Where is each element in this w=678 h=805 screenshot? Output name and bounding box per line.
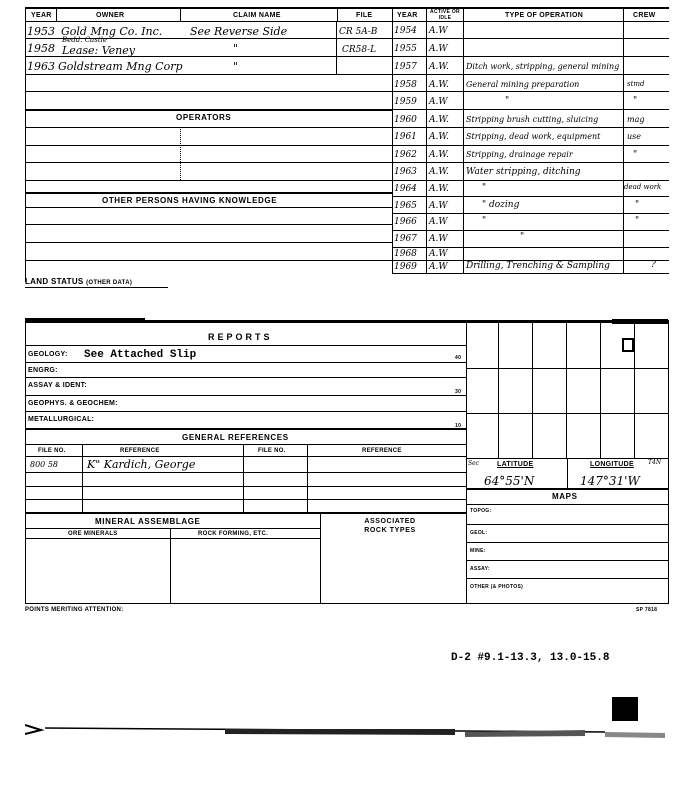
- section-note: Sec: [468, 460, 480, 467]
- report-number: 10: [455, 423, 462, 429]
- geophys-label: GEOPHYS. & GEOCHEM:: [28, 400, 118, 407]
- op-type: ": [482, 216, 487, 226]
- header-type-of-operation: TYPE OF OPERATION: [505, 12, 584, 19]
- owner-name: Goldstream Mng Corp: [58, 60, 183, 73]
- ref-file-no-header-2: FILE NO.: [258, 448, 286, 454]
- reference-stamp: D-2 #9.1-13.3, 13.0-15.8: [451, 652, 610, 664]
- op-type: Stripping, drainage repair: [466, 150, 573, 159]
- op-year: 1955: [394, 44, 417, 54]
- op-type: ": [482, 183, 487, 193]
- op-status: A.W.: [429, 80, 449, 90]
- header-crew: CREW: [633, 12, 656, 19]
- header-year-2: YEAR: [397, 12, 418, 19]
- maps-other-label: OTHER (& PHOTOS): [470, 584, 524, 590]
- op-year: 1965: [394, 201, 417, 211]
- op-year: 1959: [394, 97, 417, 107]
- longitude-note: T4N: [648, 459, 662, 466]
- op-year: 1969: [394, 262, 417, 272]
- scan-artifact-bar: [25, 720, 670, 740]
- other-persons-label: OTHER PERSONS HAVING KNOWLEDGE: [102, 196, 278, 205]
- latitude-value: 64°55'N: [484, 474, 535, 488]
- report-number: 30: [455, 389, 462, 395]
- op-crew: dead work: [624, 183, 662, 191]
- header-file: FILE: [356, 12, 373, 19]
- op-crew: ": [633, 150, 638, 160]
- maps-geol-label: GEOL:: [470, 530, 488, 536]
- header-year: YEAR: [31, 12, 52, 19]
- op-status: A.W: [429, 26, 448, 36]
- op-type: Drilling, Trenching & Sampling: [466, 261, 610, 271]
- owner-note: Bedd. Castle: [62, 36, 108, 44]
- op-type: Water stripping, ditching: [466, 167, 581, 177]
- ore-minerals-header: ORE MINERALS: [68, 531, 118, 537]
- mineral-assemblage-title: MINERAL ASSEMBLAGE: [95, 517, 201, 526]
- assay-label: ASSAY & IDENT:: [28, 382, 88, 389]
- op-status: A.W: [429, 97, 448, 107]
- geology-label: GEOLOGY:: [28, 351, 68, 358]
- op-status: A.W.: [429, 132, 449, 142]
- points-meriting-attention-label: POINTS MERITING ATTENTION:: [25, 607, 124, 613]
- op-type: Stripping, dead work, equipment: [466, 132, 601, 141]
- latitude-label: LATITUDE: [497, 461, 534, 468]
- op-crew: ": [633, 96, 638, 106]
- op-crew: ?: [651, 260, 656, 270]
- land-status-label: LAND STATUS (OTHER DATA): [25, 277, 133, 286]
- op-status: A.W: [429, 201, 448, 211]
- operators-label: OPERATORS: [176, 113, 232, 122]
- maps-topog-label: TOPOG:: [470, 508, 492, 514]
- op-type: Stripping brush cutting, sluicing: [466, 115, 599, 124]
- op-type: General mining preparation: [466, 80, 580, 89]
- file-number: CR58-L: [342, 45, 377, 55]
- ref-reference-entry: K" Kardich, George: [87, 458, 196, 471]
- maps-title: MAPS: [552, 492, 578, 501]
- longitude-label: LONGITUDE: [590, 461, 634, 468]
- op-year: 1962: [394, 150, 417, 160]
- ref-file-no-header: FILE NO.: [38, 448, 66, 454]
- owner-year: 1958: [27, 42, 55, 55]
- report-number: 40: [455, 355, 462, 361]
- op-status: A.W: [429, 217, 448, 227]
- file-number: CR 5A-B: [339, 27, 378, 37]
- op-status: A.W: [429, 234, 448, 244]
- op-year: 1966: [394, 217, 417, 227]
- op-crew: mag: [627, 115, 645, 124]
- op-year: 1967: [394, 234, 417, 244]
- op-status: A.W.: [429, 115, 449, 125]
- op-type: ": [520, 232, 525, 242]
- header-owner: OWNER: [96, 12, 125, 19]
- claim-name: ": [233, 42, 239, 55]
- op-year: 1954: [394, 26, 417, 36]
- form-number: SP 7818: [636, 607, 658, 613]
- geology-value: See Attached Slip: [84, 349, 197, 361]
- op-year: 1968: [394, 249, 417, 259]
- op-crew: use: [627, 132, 641, 141]
- op-status: A.W.: [429, 150, 449, 160]
- op-status: A.W: [429, 249, 448, 259]
- op-status: A.W.: [429, 184, 449, 194]
- ref-reference-header: REFERENCE: [120, 448, 160, 454]
- owner-year: 1963: [27, 60, 55, 73]
- owner-year: 1953: [27, 25, 55, 38]
- owner-name: Gold Mng Co. Inc.: [61, 25, 163, 38]
- op-year: 1963: [394, 167, 417, 177]
- rock-forming-header: ROCK FORMING, ETC.: [198, 531, 269, 537]
- reports-title: REPORTS: [208, 332, 273, 342]
- header-claim-name: CLAIM NAME: [233, 12, 281, 19]
- op-year: 1960: [394, 115, 417, 125]
- owner-name: Lease: Veney: [62, 44, 135, 57]
- metallurgical-label: METALLURGICAL:: [28, 416, 95, 423]
- op-crew: ": [635, 216, 640, 226]
- associated-rock-types: ASSOCIATED ROCK TYPES: [364, 518, 416, 534]
- op-crew: stmd: [627, 80, 645, 88]
- op-year: 1961: [394, 132, 417, 142]
- maps-assay-label: ASSAY:: [470, 566, 490, 572]
- op-status: A.W: [429, 262, 448, 272]
- claim-name: See Reverse Side: [190, 25, 288, 38]
- scan-artifact-block: [612, 697, 638, 721]
- op-crew: ": [635, 200, 640, 210]
- op-status: A.W: [429, 44, 448, 54]
- longitude-value: 147°31'W: [580, 474, 640, 488]
- op-year: 1958: [394, 80, 417, 90]
- section-marker-icon: [622, 338, 634, 352]
- general-references-title: GENERAL REFERENCES: [182, 433, 289, 442]
- op-year: 1964: [394, 184, 417, 194]
- op-type: ": [505, 96, 510, 106]
- op-type: " dozing: [482, 200, 520, 210]
- op-year: 1957: [394, 62, 417, 72]
- header-active-idle: ACTIVE OR IDLE: [430, 9, 460, 21]
- claim-name: ": [233, 60, 239, 73]
- ref-file-entry: 800 58: [30, 460, 58, 469]
- op-type: Ditch work, stripping, general mining: [466, 62, 620, 71]
- engrg-label: ENGRG:: [28, 367, 58, 374]
- op-status: A.W.: [429, 62, 449, 72]
- ref-reference-header-2: REFERENCE: [362, 448, 402, 454]
- op-status: A.W.: [429, 167, 449, 177]
- maps-mine-label: MINE:: [470, 548, 486, 554]
